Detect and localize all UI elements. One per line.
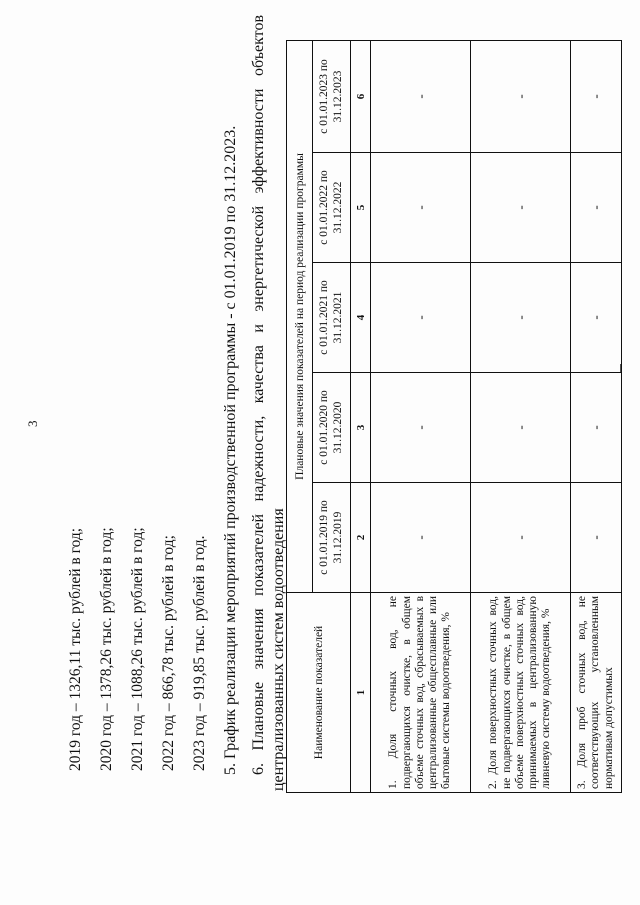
column-number: 4 — [351, 263, 371, 373]
period-2023: с 01.01.2023 по 31.12.2023 — [313, 40, 351, 152]
table-row — [371, 40, 471, 792]
indicator-value: - — [571, 40, 622, 152]
period-2022: с 01.01.2022 по 31.12.2022 — [313, 153, 351, 263]
budget-line-2021: 2021 год – 1088,26 тыс. рублей в год; — [129, 527, 146, 771]
budget-line-2022: 2022 год – 866,78 тыс. рублей в год; — [160, 535, 177, 771]
period-2020: с 01.01.2020 по 31.12.2020 — [313, 373, 351, 483]
column-number: 2 — [351, 483, 371, 593]
indicator-value: - — [471, 373, 571, 483]
indicator-value: - — [571, 373, 622, 483]
column-number: 3 — [351, 373, 371, 483]
budget-line-2020: 2020 год – 1378,26 тыс. рублей в год; — [98, 527, 115, 771]
column-number: 6 — [351, 40, 371, 152]
column-number: 1 — [351, 593, 371, 793]
section-6-heading: 6. Плановые значения показателей надежности, качества и энергетической эффективности объектов — [250, 15, 267, 775]
page-number: 3 — [25, 420, 40, 427]
indicator-value: - — [471, 483, 571, 593]
indicator-value: - — [471, 153, 571, 263]
indicators-table — [286, 40, 622, 793]
table-row — [571, 40, 622, 792]
period-2019: с 01.01.2019 по 31.12.2019 — [313, 483, 351, 593]
section-6-heading-cont: централизованных систем водоотведения — [270, 508, 287, 791]
indicator-value: - — [471, 40, 571, 152]
indicator-value: - — [371, 40, 471, 152]
col-name-header: Наименование показателей — [287, 593, 351, 793]
indicator-value: - — [371, 483, 471, 593]
scan-artifact — [620, 364, 621, 372]
indicator-value: - — [471, 263, 571, 373]
budget-line-2019: 2019 год – 1326,11 тыс. рублей в год; — [67, 527, 84, 771]
table-row — [471, 40, 571, 792]
indicator-value: - — [571, 483, 622, 593]
budget-line-2023: 2023 год – 919,85 тыс. рублей в год. — [191, 535, 208, 771]
indicator-name: 2. Доля поверхностных сточных вод, не подвергающихся очистке, в общем объеме поверхностных сточных вод, принимаемых в централизованную ливневую систему водоотведения, % — [471, 593, 571, 793]
indicator-value: - — [371, 263, 471, 373]
period-header: Плановые значения показателей на период реализации программы — [287, 40, 313, 592]
indicator-value: - — [571, 263, 622, 373]
section-5-heading: 5. График реализации мероприятий производственной программы - с 01.01.2019 по 31.12.2023. — [222, 125, 239, 775]
indicator-value: - — [371, 153, 471, 263]
indicator-value: - — [371, 373, 471, 483]
period-2021: с 01.01.2021 по 31.12.2021 — [313, 263, 351, 373]
indicator-value: - — [571, 153, 622, 263]
indicator-name: 3. Доля проб сточных вод, не соответствующих установленным нормативам допустимых — [571, 593, 622, 793]
column-number: 5 — [351, 153, 371, 263]
indicator-name: 1. Доля сточных вод, не подвергающихся очистке, в общем объеме сточных вод, сбрасываемых в централизованные общесплавные или бытовые системы водоотведения, % — [371, 593, 471, 793]
